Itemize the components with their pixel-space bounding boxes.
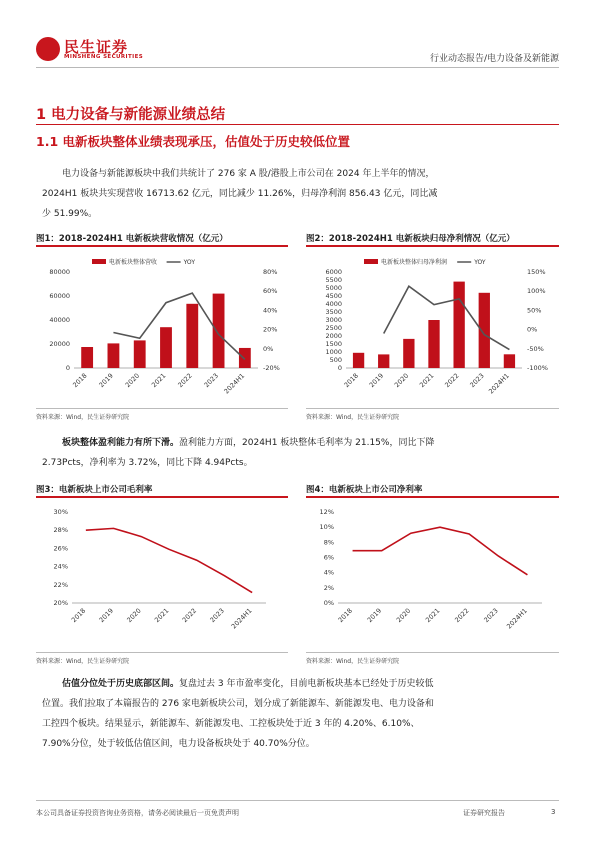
y-tick-label: 6% — [323, 553, 334, 562]
x-tick-label: 2021 — [153, 606, 171, 625]
page-number: 3 — [551, 808, 556, 816]
yoy-line — [384, 286, 510, 349]
yoy-line — [113, 293, 244, 359]
paragraph-summary: 电力设备与新能源板块中我们共统计了 276 家 A 股/港股上市公司在 2024 年上半年的情况，2024H1 板块共实现营收 16713.62 亿元，同比减少 11.26%，归母净利润 856.43 亿元，同比减少 51.99%。 — [42, 169, 438, 219]
header-divider — [36, 67, 559, 68]
legend-bar-label: 电新板块整体营收 — [109, 259, 158, 266]
figure-2-rule — [306, 245, 559, 247]
y-tick-label: 12% — [319, 508, 334, 516]
y-tick-label: 1500 — [325, 340, 342, 348]
y2-tick-label: 80% — [263, 268, 278, 276]
y2-tick-label: 100% — [527, 287, 546, 296]
x-tick-label: 2022 — [443, 371, 461, 390]
y-tick-label: 80000 — [49, 268, 70, 276]
y-tick-label: 4500 — [325, 292, 342, 300]
y-tick-label: 5500 — [325, 276, 342, 284]
y-tick-label: 26% — [53, 544, 68, 553]
footer-report-type: 证券研究报告 — [463, 809, 505, 817]
bar-2023 — [479, 293, 490, 368]
y2-tick-label: 40% — [263, 306, 278, 315]
y-tick-label: 6000 — [325, 268, 342, 276]
y2-tick-label: 0% — [527, 325, 538, 334]
figure-1-title: 图1：2018-2024H1 电新板块营收情况（亿元） — [36, 234, 228, 244]
y-tick-label: 4000 — [325, 300, 342, 308]
y-tick-label: 2% — [323, 583, 334, 592]
legend-bar-swatch — [364, 259, 378, 264]
y-tick-label: 0 — [337, 364, 342, 372]
x-tick-label: 2021 — [424, 606, 442, 625]
y2-tick-label: 50% — [527, 306, 542, 315]
paragraph-valuation — [42, 674, 442, 754]
bar-2018 — [353, 353, 364, 368]
figure-4-chart — [306, 500, 559, 650]
y2-tick-label: 0% — [263, 344, 274, 353]
report-category: 行业动态报告/电力设备及新能源 — [429, 54, 559, 64]
bar-2020 — [403, 339, 414, 368]
figure-1-source: 资料来源：Wind，民生证券研究院 — [36, 414, 130, 421]
y-tick-label: 0 — [65, 364, 70, 372]
y2-tick-label: 150% — [527, 268, 546, 276]
series-line — [86, 528, 252, 592]
figure-2-source: 资料来源：Wind，民生证券研究院 — [306, 414, 400, 421]
figure-3-rule — [36, 496, 288, 498]
figure-3-title: 图3：电新板块上市公司毛利率 — [36, 485, 153, 495]
legend-bar-label: 电新板块整体归母净利润 — [381, 259, 448, 266]
paragraph-valuation-body: 复盘过去 3 年市盈率变化，目前电新板块基本已经处于历史较低位置。我们拉取了本篇报告的 276 家电新板块公司，划分成了新能源车、新能源发电、电力设备和工控四个板块。结果显示，新能源车、新能源发电、工控板块处于近 3 年的 4.20%、6.10%、7.90%分位，处于较低估值区间，电力设备板块处于 40.70%分位。 — [42, 679, 434, 749]
y-tick-label: 20000 — [49, 340, 70, 348]
y-tick-label: 4% — [323, 568, 334, 577]
y-tick-label: 500 — [329, 356, 342, 364]
x-tick-label: 2021 — [418, 371, 436, 390]
figure-4-source: 资料来源：Wind，民生证券研究院 — [306, 658, 400, 665]
x-tick-label: 2023 — [482, 606, 500, 625]
y-tick-label: 10% — [319, 523, 334, 532]
x-tick-label: 2018 — [336, 606, 354, 625]
x-tick-label: 2018 — [342, 371, 360, 390]
bar-2019 — [378, 354, 389, 368]
x-tick-label: 2019 — [367, 371, 386, 390]
x-tick-label: 2022 — [180, 606, 199, 625]
x-tick-label: 2022 — [176, 371, 194, 390]
bar-2019 — [108, 343, 120, 368]
y-tick-label: 20% — [53, 599, 68, 607]
figure-3-source: 资料来源：Wind，民生证券研究院 — [36, 658, 130, 665]
bar-2021 — [160, 327, 172, 368]
figure-1-rule — [36, 245, 288, 247]
brand-name: 民生证券 — [64, 38, 129, 56]
y-tick-label: 2500 — [325, 324, 342, 332]
x-tick-label: 2019 — [97, 371, 115, 390]
footer-divider — [36, 800, 559, 801]
y-tick-label: 60000 — [49, 292, 70, 300]
x-tick-label: 2020 — [394, 606, 413, 625]
y-tick-label: 30% — [53, 508, 68, 516]
x-tick-label: 2018 — [71, 371, 89, 390]
y2-tick-label: -50% — [527, 344, 544, 353]
paragraph-profitability-body: 盈利能力方面，2024H1 板块整体毛利率为 21.15%，同比下降 2.73Pcts，净利率为 3.72%，同比下降 4.94Pcts。 — [42, 438, 435, 468]
y-tick-label: 2000 — [325, 332, 342, 340]
x-tick-label: 2023 — [468, 371, 486, 390]
y-tick-label: 5000 — [325, 284, 342, 292]
y-tick-label: 22% — [53, 580, 68, 589]
figure-4-source-rule — [306, 652, 559, 653]
figure-2-chart — [306, 250, 559, 402]
figure-2-source-rule — [306, 408, 559, 409]
x-tick-label: 2019 — [97, 606, 115, 625]
legend-line-label: YOY — [474, 259, 486, 266]
legend-bar-swatch — [92, 259, 106, 264]
section-heading: 1 电力设备与新能源业绩总结 — [36, 107, 226, 123]
subsection-heading: 1.1 电新板块整体业绩表现承压，估值处于历史较低位置 — [36, 134, 350, 149]
figure-1-chart — [36, 250, 288, 402]
figure-4-rule — [306, 496, 559, 498]
y2-tick-label: -100% — [527, 364, 548, 372]
x-tick-label: 2024H1 — [487, 371, 511, 396]
x-tick-label: 2023 — [202, 371, 220, 390]
y2-tick-label: 20% — [263, 325, 278, 334]
y-tick-label: 40000 — [49, 316, 70, 324]
legend-line-label: YOY — [183, 259, 196, 266]
paragraph-profitability-lead: 板块整体盈利能力有所下滑。 — [62, 438, 180, 448]
y-tick-label: 1000 — [325, 348, 342, 356]
x-tick-label: 2024H1 — [229, 606, 254, 631]
y-tick-label: 28% — [53, 526, 68, 535]
bar-2024H1 — [239, 348, 251, 368]
y2-tick-label: 60% — [263, 287, 278, 296]
figure-4-title: 图4：电新板块上市公司净利率 — [306, 485, 423, 495]
bar-2020 — [134, 340, 146, 368]
figure-3-source-rule — [36, 652, 288, 653]
bar-2024H1 — [504, 354, 515, 368]
y-tick-label: 3000 — [325, 316, 342, 324]
x-tick-label: 2022 — [453, 606, 471, 625]
x-tick-label: 2018 — [69, 606, 88, 625]
x-tick-label: 2021 — [150, 371, 168, 390]
figure-2-title: 图2：2018-2024H1 电新板块归母净利情况（亿元） — [306, 234, 515, 244]
x-tick-label: 2020 — [123, 371, 142, 390]
figure-1-source-rule — [36, 408, 288, 409]
bar-2018 — [81, 347, 93, 368]
y-tick-label: 3500 — [325, 308, 342, 316]
x-tick-label: 2024H1 — [505, 606, 529, 631]
section-divider — [36, 124, 559, 125]
bar-2023 — [213, 294, 225, 368]
paragraph-valuation-lead: 估值分位处于历史底部区间。 — [62, 679, 180, 689]
brand-logo-icon — [36, 37, 60, 61]
x-tick-label: 2019 — [365, 606, 384, 625]
figure-3-chart — [36, 500, 288, 650]
series-line — [353, 527, 528, 575]
y2-tick-label: -20% — [263, 364, 280, 372]
bar-2021 — [428, 320, 439, 368]
x-tick-label: 2020 — [392, 371, 411, 390]
x-tick-label: 2024H1 — [222, 371, 247, 396]
y-tick-label: 24% — [53, 562, 68, 571]
x-tick-label: 2020 — [125, 606, 143, 625]
y-tick-label: 0% — [323, 599, 334, 607]
paragraph-profitability — [42, 433, 442, 473]
y-tick-label: 8% — [323, 538, 334, 547]
bar-2022 — [453, 282, 464, 368]
bar-2022 — [186, 304, 198, 368]
brand-name-en: MINSHENG SECURITIES — [64, 54, 144, 60]
footer-disclaimer: 本公司具备证券投资咨询业务资格，请务必阅读最后一页免责声明 — [36, 809, 239, 817]
x-tick-label: 2023 — [208, 606, 226, 625]
